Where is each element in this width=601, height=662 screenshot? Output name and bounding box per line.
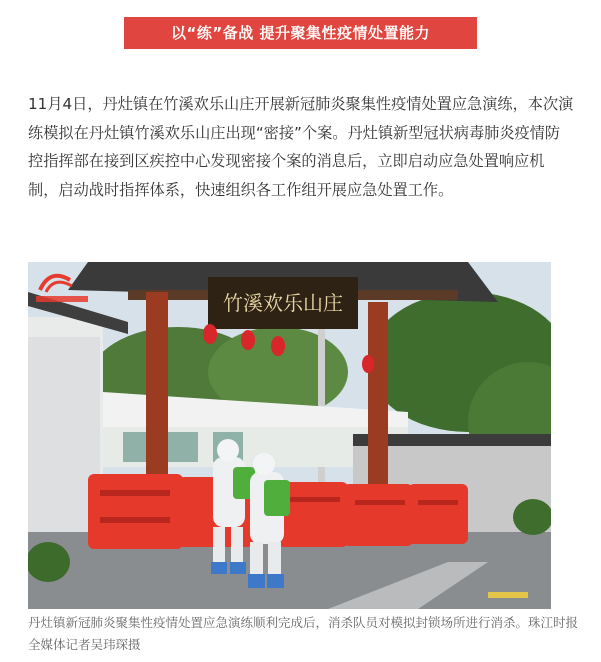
photo-illustration bbox=[28, 262, 551, 609]
article-photo[interactable] bbox=[28, 262, 551, 609]
article-paragraph: 11月4日，丹灶镇在竹溪欢乐山庄开展新冠肺炎聚集性疫情处置应急演练，本次演练模拟在丹灶镇竹溪欢乐山庄出现“密接”个案。丹灶镇新型冠状病毒肺炎疫情防控指挥部在接到区疾控中心发现密接个案的消息后，立即启动应急处置响应机制，启动战时指挥体系，快速组织各工作组开展应急处置工作。 bbox=[28, 95, 574, 199]
gate-sign-text: 竹溪欢乐山庄 bbox=[223, 291, 343, 315]
article-title-banner: 以“练”备战 提升聚集性疫情处置能力 bbox=[124, 17, 477, 49]
photo-caption: 丹灶镇新冠肺炎聚集性疫情处置应急演练顺利完成后，消杀队员对模拟封锁场所进行消杀。珠江时报全媒体记者吴玮琛摄 bbox=[28, 615, 579, 652]
